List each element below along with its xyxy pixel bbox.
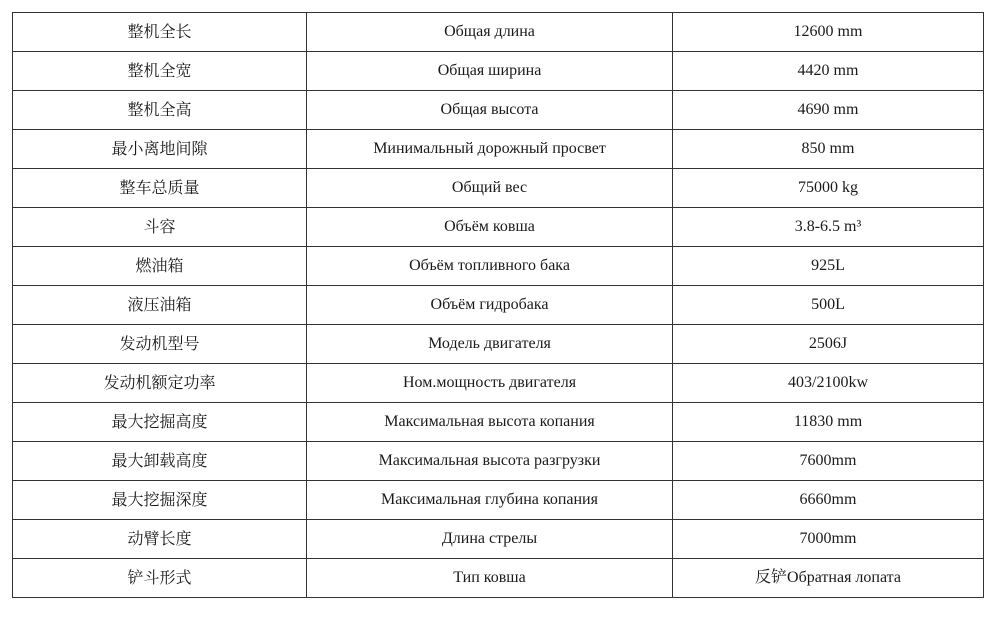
table-row: [13, 286, 984, 325]
chinese-label: 发动机型号: [13, 325, 307, 364]
chinese-label: 最大挖掘高度: [13, 403, 307, 442]
spec-value: 2506J: [673, 325, 984, 364]
chinese-label: 整机全长: [13, 13, 307, 52]
chinese-label: 最大卸载高度: [13, 442, 307, 481]
table-row: [13, 130, 984, 169]
table-row: [13, 559, 984, 598]
table-row: [13, 169, 984, 208]
table-row: [13, 52, 984, 91]
table-row: [13, 13, 984, 52]
russian-label: Минимальный дорожный просвет: [307, 130, 673, 169]
russian-label: Объём ковша: [307, 208, 673, 247]
russian-label: Длина стрелы: [307, 520, 673, 559]
russian-label: Максимальная высота разгрузки: [307, 442, 673, 481]
russian-label: Общая ширина: [307, 52, 673, 91]
spec-value: 7000mm: [673, 520, 984, 559]
russian-label: Модель двигателя: [307, 325, 673, 364]
spec-value: 925L: [673, 247, 984, 286]
russian-label: Максимальная высота копания: [307, 403, 673, 442]
spec-value: 11830 mm: [673, 403, 984, 442]
spec-value: 反铲Обратная лопата: [673, 559, 984, 598]
chinese-label: 整机全宽: [13, 52, 307, 91]
russian-label: Общая длина: [307, 13, 673, 52]
table-row: [13, 247, 984, 286]
chinese-label: 整车总质量: [13, 169, 307, 208]
chinese-label: 发动机额定功率: [13, 364, 307, 403]
spec-value: 7600mm: [673, 442, 984, 481]
spec-value: 403/2100kw: [673, 364, 984, 403]
spec-value: 75000 kg: [673, 169, 984, 208]
chinese-label: 整机全高: [13, 91, 307, 130]
chinese-label: 斗容: [13, 208, 307, 247]
chinese-label: 铲斗形式: [13, 559, 307, 598]
spec-value: 850 mm: [673, 130, 984, 169]
chinese-label: 动臂长度: [13, 520, 307, 559]
table-row: [13, 325, 984, 364]
russian-label: Общий вес: [307, 169, 673, 208]
spec-value: 12600 mm: [673, 13, 984, 52]
chinese-label: 液压油箱: [13, 286, 307, 325]
russian-label: Тип ковша: [307, 559, 673, 598]
russian-label: Объём гидробака: [307, 286, 673, 325]
table-row: [13, 91, 984, 130]
russian-label: Ном.мощность двигателя: [307, 364, 673, 403]
spec-value: 3.8-6.5 m³: [673, 208, 984, 247]
spec-value: 500L: [673, 286, 984, 325]
spec-value: 6660mm: [673, 481, 984, 520]
spec-value: 4420 mm: [673, 52, 984, 91]
russian-label: Максимальная глубина копания: [307, 481, 673, 520]
table-row: [13, 481, 984, 520]
spec-table: [12, 12, 984, 598]
table-row: [13, 403, 984, 442]
chinese-label: 最小离地间隙: [13, 130, 307, 169]
russian-label: Объём топливного бака: [307, 247, 673, 286]
chinese-label: 最大挖掘深度: [13, 481, 307, 520]
table-row: [13, 208, 984, 247]
table-row: [13, 520, 984, 559]
table-row: [13, 442, 984, 481]
spec-value: 4690 mm: [673, 91, 984, 130]
russian-label: Общая высота: [307, 91, 673, 130]
table-row: [13, 364, 984, 403]
chinese-label: 燃油箱: [13, 247, 307, 286]
